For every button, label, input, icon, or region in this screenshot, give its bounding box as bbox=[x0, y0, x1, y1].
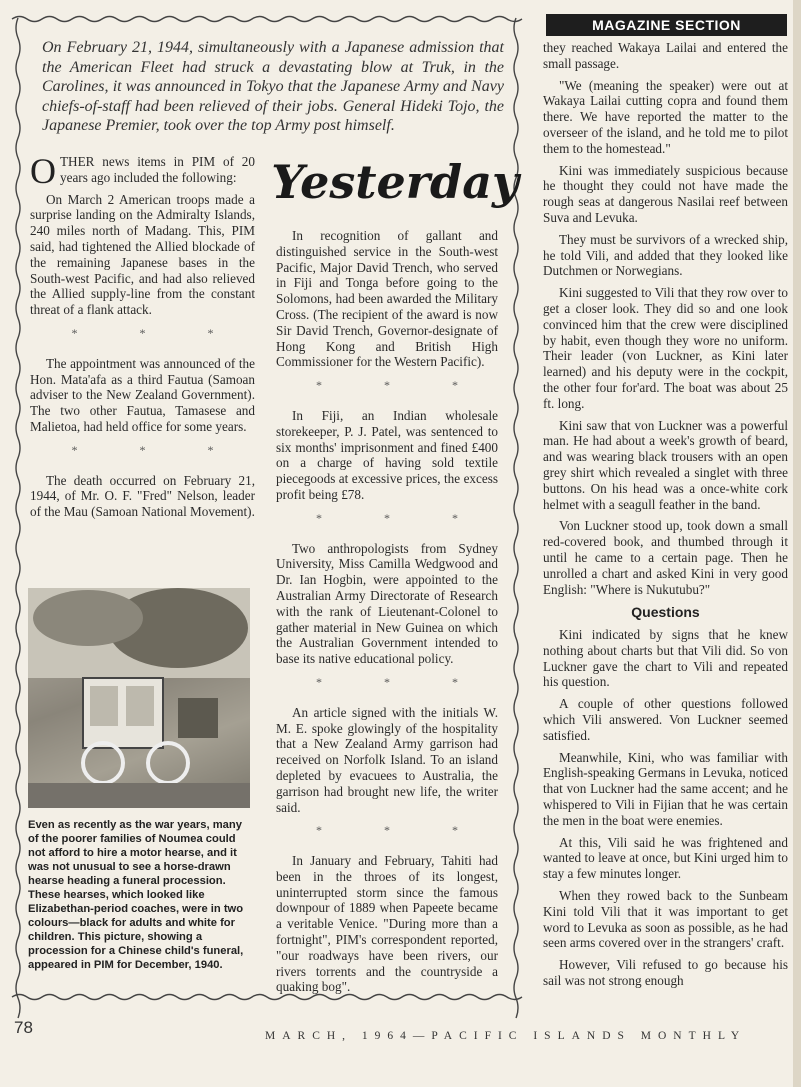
col1-paragraph-3: The appointment was announced of the Hon. Mata'afa as a third Fautua (Samoan adviser to the New Zealand Government). The two other Fautua, Tamasese and Malietoa, had held office for some years. bbox=[30, 355, 255, 434]
col2-paragraph-1: In recognition of gallant and distinguished service in the South-west Pacific, Major David Trench, who served in Fiji and Tonga before going to the Solomons, had been awarded the Military Cross. (The recipient of the award is now Sir David Trench, Governor-designate of Hong Kong and British High Commissioner for the Western Pacific). bbox=[276, 228, 498, 370]
col3-paragraph-13: However, Vili refused to go because his sail was not strong enough bbox=[543, 957, 788, 989]
hearse-photo-illustration bbox=[28, 588, 250, 808]
left-wave-border bbox=[12, 18, 24, 998]
section-separator: * * * bbox=[316, 823, 458, 838]
magazine-section-banner: MAGAZINE SECTION bbox=[546, 14, 787, 36]
column-right bbox=[543, 40, 788, 995]
col3-paragraph-7: Von Luckner stood up, took down a small red-covered book, and thumbed through it until he came to a certain page. Then he unrolled a chart and asked Kini in very good English: "Where is Nukutubu?" bbox=[543, 518, 788, 597]
page-edge bbox=[793, 0, 801, 1087]
col3-paragraph-8: Kini indicated by signs that he knew nothing about charts but that Vili did. So von Luckner gave the chart to Vili and repeated his question. bbox=[543, 627, 788, 690]
col2-paragraph-2: In Fiji, an Indian wholesale storekeeper, P. J. Patel, was sentenced to six months' imprisonment and fined £400 on a charge of having sold textile piecegoods at excessive prices, the excess profit being £78. bbox=[276, 407, 498, 502]
col2-paragraph-4: An article signed with the initials W. M. E. spoke glowingly of the hospitality that a New Zealand Army garrison had received on Norfolk Island. To an island depleted by evacuees to Australia, the garrison had brought new life, the writer said. bbox=[276, 704, 498, 815]
yesterday-logo bbox=[271, 150, 519, 220]
section-separator: * * * bbox=[71, 442, 214, 457]
column-middle bbox=[276, 228, 498, 1001]
section-separator: * * * bbox=[316, 510, 458, 525]
funeral-procession-photo bbox=[28, 588, 250, 808]
section-separator: * * * bbox=[71, 325, 214, 340]
col3-paragraph-1: they reached Wakaya Lailai and entered the small passage. bbox=[543, 40, 788, 71]
logo-text: Yesterday bbox=[271, 155, 519, 209]
col2-paragraph-3: Two anthropologists from Sydney University, Miss Camilla Wedgwood and Dr. Ian Hogbin, were appointed to the Australian Army Directorate of Research with the rank of Lieutenant-Colonel to gather material in New Guinea on which the Australian Government intended to base its native educational policy. bbox=[276, 540, 498, 667]
col3-paragraph-2: "We (meaning the speaker) were out at Wakaya Lailai cutting copra and found them there. We have reported the matter to the overseer of the island, and he told me to pilot them to the homestead." bbox=[543, 77, 788, 156]
col1-paragraph-2: On March 2 American troops made a surprise landing on the Admiralty Islands, 240 miles north of Madang. This, PIM said, had tightened the Allied blockade of the remaining Japanese bases in the South-west Pacific, and had also relieved the Allied supply-line from the constant threat of a flank attack. bbox=[30, 191, 255, 318]
col1-paragraph-1: OTHER news items in PIM of 20 years ago included the following: bbox=[30, 151, 255, 191]
intro-paragraph: On February 21, 1944, simultaneously with a Japanese admission that the American Fleet had struck a devastating blow at Truk, in the Carolines, it was announced in Tokyo that the Japanese Army and Navy chiefs-of-staff had been relieved of their jobs. General Hideki Tojo, the Japanese Premier, took over the top Army post himself. bbox=[42, 39, 504, 134]
col1-paragraph-4: The death occurred on February 21, 1944, of Mr. O. F. "Fred" Nelson, leader of the Mau (Samoan National Movement). bbox=[30, 472, 255, 520]
col3-paragraph-10: Meanwhile, Kini, who was familiar with English-speaking Germans in Levuka, noticed that von Luckner had the same accent; and he whispered to Vili in Fijian that he was certain the men in the boat were enemies. bbox=[543, 749, 788, 828]
drop-cap: O bbox=[30, 151, 56, 191]
questions-subheading: Questions bbox=[631, 604, 700, 621]
page-footer: MARCH, 1964—PACIFIC ISLANDS MONTHLY bbox=[265, 1030, 747, 1042]
col3-paragraph-9: A couple of other questions followed which Vili answered. Von Luckner seemed satisfied. bbox=[543, 696, 788, 743]
section-separator: * * * bbox=[316, 378, 458, 393]
section-separator: * * * bbox=[316, 674, 458, 689]
col3-paragraph-5: Kini suggested to Vili that they row over to get a closer look. They did so and one look convinced him that the crew were disciplined by habit, even though they wore no uniform. Their leader (von Luckner, as Kini later learned) and his deputy were in the cockpit, the other four for'ard. The boat was about 25 ft. long. bbox=[543, 285, 788, 411]
photo-caption: Even as recently as the war years, many of the poorer families of Noumea could not afford to hire a motor hearse, and it was not unusual to see a horse-drawn hearse heading a funeral procession. These hearses, which looked like Elizabethan-period coaches, were in two colours—black for adults and white for children. This picture, showing a procession for a Chinese child's funeral, appeared in PIM for December, 1940. bbox=[28, 819, 244, 971]
col3-paragraph-3: Kini was immediately suspicious because he thought they could not have made the rough seas at dangerous Nasilai reef between Suva and Levuka. bbox=[543, 162, 788, 225]
col3-paragraph-4: They must be survivors of a wrecked ship, he told Vili, and added that they looked like Dutchmen or Norwegians. bbox=[543, 231, 788, 279]
top-wave-border bbox=[12, 12, 522, 26]
col2-paragraph-5: In January and February, Tahiti had been in the throes of its longest, uninterrupted storm since the famous downpour of 1889 when Papeete became a veritable Venice. "During more than a fortnight", PIM's correspondent reported, "our roadways have been rivers, our rivers torrents and the countryside a quaking bog". bbox=[276, 853, 498, 995]
col3-paragraph-12: When they rowed back to the Sunbeam Kini told Vili that it was important to get word to Levuka as soon as possible, as he had seen arms covered over in the strangers' craft. bbox=[543, 888, 788, 951]
column-left bbox=[30, 151, 255, 526]
col3-paragraph-6: Kini saw that von Luckner was a powerful man. He had about a week's growth of beard, and was wearing black trousers with an open grey shirt which revealed a singlet with three buttons. On his head was a once-white cork helmet with a seagull feather in the band. bbox=[543, 417, 788, 512]
col3-paragraph-11: At this, Vili said he was frightened and wanted to leave at once, but Kini urged him to stay a few minutes longer. bbox=[543, 834, 788, 882]
page-number: 78 bbox=[14, 1018, 33, 1037]
